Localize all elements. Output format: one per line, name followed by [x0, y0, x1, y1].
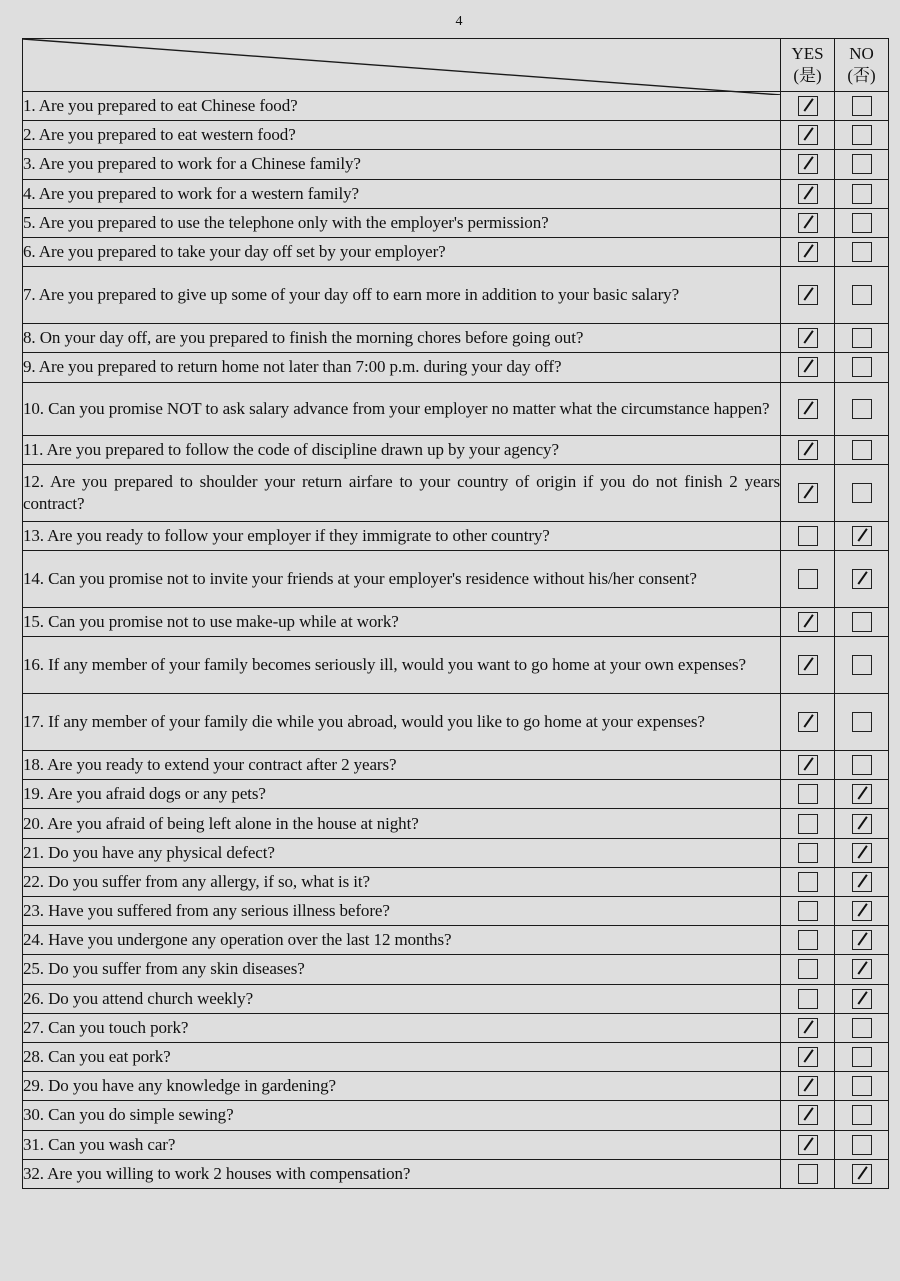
yes-checkbox[interactable] [798, 989, 818, 1009]
yes-checkbox[interactable] [798, 814, 818, 834]
question-number: 27. [23, 1017, 44, 1037]
no-answer-cell [835, 267, 889, 324]
question-cell [23, 521, 781, 550]
question-row [23, 751, 889, 780]
question-number: 14. [23, 568, 44, 588]
yes-checkbox[interactable] [798, 96, 818, 116]
question-cell [23, 324, 781, 353]
yes-checkbox[interactable] [798, 1164, 818, 1184]
no-answer-cell [835, 521, 889, 550]
yes-checkbox[interactable] [798, 1135, 818, 1155]
yes-answer-cell [781, 897, 835, 926]
question-row [23, 324, 889, 353]
question-row [23, 1042, 889, 1071]
yes-answer-cell [781, 1130, 835, 1159]
question-cell [23, 637, 781, 694]
question-row [23, 353, 889, 382]
yes-checkbox[interactable] [798, 872, 818, 892]
question-number: 1. [23, 96, 36, 116]
yes-checkbox[interactable] [798, 440, 818, 460]
yes-answer-cell [781, 353, 835, 382]
diagonal-line [23, 39, 781, 95]
yes-checkbox[interactable] [798, 1105, 818, 1125]
question-cell [23, 237, 781, 266]
no-checkbox[interactable] [852, 784, 872, 804]
yes-checkbox[interactable] [798, 569, 818, 589]
question-text: If any member of your family die while you abroad, would you like to go home at your expenses? [48, 712, 705, 732]
yes-checkbox[interactable] [798, 285, 818, 305]
question-text: Are you prepared to take your day off set by your employer? [38, 242, 446, 262]
no-answer-cell [835, 150, 889, 179]
no-answer-cell [835, 694, 889, 751]
no-checkbox[interactable] [852, 930, 872, 950]
question-row [23, 838, 889, 867]
no-checkbox[interactable] [852, 213, 872, 233]
no-answer-cell [835, 809, 889, 838]
no-answer-cell [835, 637, 889, 694]
question-number: 13. [23, 525, 44, 545]
question-text: Are you ready to extend your contract after 2 years? [47, 755, 397, 775]
question-row [23, 267, 889, 324]
yes-checkbox[interactable] [798, 154, 818, 174]
yes-answer-cell [781, 607, 835, 636]
no-answer-cell [835, 324, 889, 353]
question-number: 11. [23, 439, 44, 459]
no-answer-cell [835, 1159, 889, 1188]
yes-answer-cell [781, 838, 835, 867]
question-row [23, 1130, 889, 1159]
question-text: Are you prepared to shoulder your return airfare to your country of origin if you do not finish 2 years contract? [23, 471, 780, 513]
question-number: 4. [23, 183, 36, 203]
question-text: Can you touch pork? [48, 1017, 189, 1037]
no-label: NO [849, 44, 874, 63]
no-checkbox[interactable] [852, 1164, 872, 1184]
no-checkbox[interactable] [852, 1105, 872, 1125]
question-cell [23, 435, 781, 464]
question-number: 2. [23, 125, 36, 145]
yes-answer-cell [781, 150, 835, 179]
no-checkbox[interactable] [852, 526, 872, 546]
no-cjk-label: (否) [847, 66, 876, 85]
question-text: Are you prepared to use the telephone only with the employer's permission? [38, 212, 549, 232]
no-checkbox[interactable] [852, 242, 872, 262]
no-checkbox[interactable] [852, 843, 872, 863]
question-row [23, 382, 889, 435]
question-row [23, 1159, 889, 1188]
yes-answer-cell [781, 694, 835, 751]
question-cell [23, 897, 781, 926]
question-text: Are you ready to follow your employer if they immigrate to other country? [47, 525, 550, 545]
no-answer-cell [835, 1101, 889, 1130]
no-answer-cell [835, 867, 889, 896]
question-cell [23, 694, 781, 751]
question-cell [23, 121, 781, 150]
question-cell [23, 92, 781, 121]
no-answer-cell [835, 1013, 889, 1042]
question-cell [23, 353, 781, 382]
no-checkbox[interactable] [852, 440, 872, 460]
no-checkbox[interactable] [852, 125, 872, 145]
no-answer-cell [835, 464, 889, 521]
no-checkbox[interactable] [852, 328, 872, 348]
no-answer-cell [835, 550, 889, 607]
yes-checkbox[interactable] [798, 1018, 818, 1038]
header-row [23, 39, 889, 92]
question-text: Are you willing to work 2 houses with compensation? [47, 1163, 411, 1183]
yes-checkbox[interactable] [798, 655, 818, 675]
question-text: Can you promise not to use make-up while at work? [48, 611, 399, 631]
yes-answer-cell [781, 1101, 835, 1130]
question-cell [23, 1130, 781, 1159]
yes-checkbox[interactable] [798, 901, 818, 921]
no-answer-cell [835, 1072, 889, 1101]
question-number: 23. [23, 901, 44, 921]
question-text: Are you afraid dogs or any pets? [47, 784, 266, 804]
yes-answer-cell [781, 637, 835, 694]
no-checkbox[interactable] [852, 483, 872, 503]
question-text: Are you prepared to give up some of your day off to earn more in addition to your basic salary? [38, 285, 680, 305]
yes-checkbox[interactable] [798, 755, 818, 775]
question-cell [23, 1013, 781, 1042]
no-answer-cell [835, 1130, 889, 1159]
question-cell [23, 607, 781, 636]
question-number: 24. [23, 930, 44, 950]
question-row [23, 521, 889, 550]
page-number: 4 [455, 14, 463, 29]
question-number: 9. [23, 357, 36, 377]
question-text: If any member of your family becomes seriously ill, would you want to go home at your own expenses? [48, 655, 746, 675]
yes-answer-cell [781, 751, 835, 780]
no-checkbox[interactable] [852, 989, 872, 1009]
question-row [23, 809, 889, 838]
yes-answer-cell [781, 926, 835, 955]
no-checkbox[interactable] [852, 1076, 872, 1096]
question-number: 3. [23, 154, 36, 174]
yes-checkbox[interactable] [798, 399, 818, 419]
question-cell [23, 267, 781, 324]
yes-checkbox[interactable] [798, 712, 818, 732]
yes-cjk-label: (是) [793, 66, 822, 85]
no-answer-cell [835, 984, 889, 1013]
question-row [23, 435, 889, 464]
yes-checkbox[interactable] [798, 242, 818, 262]
question-text: Do you have any knowledge in gardening? [48, 1076, 336, 1096]
no-checkbox[interactable] [852, 901, 872, 921]
yes-checkbox[interactable] [798, 328, 818, 348]
yes-checkbox[interactable] [798, 784, 818, 804]
question-number: 18. [23, 755, 44, 775]
question-number: 7. [23, 285, 36, 305]
question-text: Are you prepared to work for a Chinese family? [38, 154, 361, 174]
question-text: Are you prepared to follow the code of discipline drawn up by your agency? [46, 439, 559, 459]
question-number: 5. [23, 212, 36, 232]
question-cell [23, 550, 781, 607]
no-answer-cell [835, 121, 889, 150]
yes-answer-cell [781, 179, 835, 208]
yes-answer-cell [781, 780, 835, 809]
question-row [23, 550, 889, 607]
question-cell [23, 208, 781, 237]
question-text: Have you suffered from any serious illness before? [48, 901, 390, 921]
question-row [23, 121, 889, 150]
question-number: 16. [23, 655, 44, 675]
question-text: On your day off, are you prepared to finish the morning chores before going out? [39, 328, 584, 348]
yes-checkbox[interactable] [798, 213, 818, 233]
no-checkbox[interactable] [852, 814, 872, 834]
no-answer-cell [835, 179, 889, 208]
yes-answer-cell [781, 121, 835, 150]
question-text: Can you wash car? [48, 1134, 176, 1154]
no-checkbox[interactable] [852, 612, 872, 632]
yes-checkbox[interactable] [798, 357, 818, 377]
yes-checkbox[interactable] [798, 930, 818, 950]
yes-answer-cell [781, 92, 835, 121]
question-cell [23, 1159, 781, 1188]
no-column-header [835, 39, 889, 92]
no-answer-cell [835, 208, 889, 237]
no-answer-cell [835, 780, 889, 809]
question-number: 12. [23, 471, 44, 491]
question-cell [23, 984, 781, 1013]
yes-checkbox[interactable] [798, 526, 818, 546]
question-row [23, 92, 889, 121]
question-text: Can you promise not to invite your friends at your employer's residence without his/her consent? [48, 568, 697, 588]
no-checkbox[interactable] [852, 959, 872, 979]
yes-checkbox[interactable] [798, 843, 818, 863]
question-cell [23, 464, 781, 521]
no-checkbox[interactable] [852, 569, 872, 589]
question-text: Can you eat pork? [48, 1047, 171, 1067]
diagonal-header-cell [23, 39, 781, 92]
question-number: 31. [23, 1134, 44, 1154]
no-answer-cell [835, 897, 889, 926]
question-cell [23, 955, 781, 984]
question-row [23, 637, 889, 694]
question-cell [23, 1042, 781, 1071]
question-cell [23, 867, 781, 896]
no-checkbox[interactable] [852, 399, 872, 419]
yes-answer-cell [781, 267, 835, 324]
no-checkbox[interactable] [852, 712, 872, 732]
yes-column-header [781, 39, 835, 92]
question-cell [23, 838, 781, 867]
yes-answer-cell [781, 1072, 835, 1101]
question-text: Do you suffer from any allergy, if so, what is it? [48, 871, 370, 891]
question-text: Do you suffer from any skin diseases? [48, 959, 305, 979]
yes-checkbox[interactable] [798, 1076, 818, 1096]
question-number: 32. [23, 1163, 44, 1183]
yes-answer-cell [781, 955, 835, 984]
question-cell [23, 1072, 781, 1101]
yes-answer-cell [781, 237, 835, 266]
no-answer-cell [835, 92, 889, 121]
yes-checkbox[interactable] [798, 184, 818, 204]
question-row [23, 179, 889, 208]
question-cell [23, 150, 781, 179]
no-answer-cell [835, 1042, 889, 1071]
question-list [23, 92, 889, 1189]
yes-answer-cell [781, 809, 835, 838]
question-row [23, 237, 889, 266]
question-row [23, 867, 889, 896]
question-text: Are you prepared to eat western food? [38, 125, 296, 145]
question-row [23, 780, 889, 809]
question-row [23, 208, 889, 237]
question-number: 30. [23, 1105, 44, 1125]
yes-answer-cell [781, 550, 835, 607]
question-number: 28. [23, 1047, 44, 1067]
question-number: 22. [23, 871, 44, 891]
yes-checkbox[interactable] [798, 125, 818, 145]
yes-answer-cell [781, 435, 835, 464]
question-row [23, 1013, 889, 1042]
question-cell [23, 926, 781, 955]
no-answer-cell [835, 926, 889, 955]
yes-checkbox[interactable] [798, 612, 818, 632]
question-number: 21. [23, 842, 44, 862]
questionnaire-table [22, 38, 889, 1189]
yes-label: YES [791, 44, 824, 63]
no-checkbox[interactable] [852, 285, 872, 305]
question-row [23, 955, 889, 984]
question-row [23, 694, 889, 751]
question-number: 8. [23, 328, 36, 348]
no-answer-cell [835, 435, 889, 464]
question-row [23, 984, 889, 1013]
yes-answer-cell [781, 324, 835, 353]
yes-answer-cell [781, 464, 835, 521]
yes-checkbox[interactable] [798, 483, 818, 503]
question-row [23, 607, 889, 636]
no-answer-cell [835, 237, 889, 266]
no-checkbox[interactable] [852, 1018, 872, 1038]
question-text: Are you afraid of being left alone in the house at night? [47, 813, 419, 833]
question-cell [23, 382, 781, 435]
question-number: 19. [23, 784, 44, 804]
no-checkbox[interactable] [852, 357, 872, 377]
question-text: Can you promise NOT to ask salary advance from your employer no matter what the circumstance happen? [48, 398, 770, 418]
question-number: 25. [23, 959, 44, 979]
yes-answer-cell [781, 521, 835, 550]
question-number: 10. [23, 398, 44, 418]
question-row [23, 1101, 889, 1130]
question-text: Do you have any physical defect? [48, 842, 275, 862]
yes-answer-cell [781, 382, 835, 435]
question-text: Are you prepared to eat Chinese food? [38, 96, 298, 116]
question-cell [23, 179, 781, 208]
question-number: 20. [23, 813, 44, 833]
question-row [23, 150, 889, 179]
yes-answer-cell [781, 208, 835, 237]
question-cell [23, 1101, 781, 1130]
no-checkbox[interactable] [852, 96, 872, 116]
yes-answer-cell [781, 867, 835, 896]
question-number: 26. [23, 988, 44, 1008]
no-answer-cell [835, 955, 889, 984]
no-checkbox[interactable] [852, 655, 872, 675]
question-text: Do you attend church weekly? [48, 988, 254, 1008]
question-number: 6. [23, 242, 36, 262]
question-text: Are you prepared to return home not later than 7:00 p.m. during your day off? [38, 357, 562, 377]
question-cell [23, 809, 781, 838]
no-checkbox[interactable] [852, 1047, 872, 1067]
question-number: 17. [23, 712, 44, 732]
no-answer-cell [835, 607, 889, 636]
question-row [23, 464, 889, 521]
yes-answer-cell [781, 1159, 835, 1188]
questionnaire-sheet [22, 38, 888, 1189]
no-answer-cell [835, 751, 889, 780]
question-number: 15. [23, 611, 44, 631]
question-row [23, 926, 889, 955]
no-checkbox[interactable] [852, 154, 872, 174]
no-answer-cell [835, 382, 889, 435]
no-checkbox[interactable] [852, 184, 872, 204]
yes-checkbox[interactable] [798, 959, 818, 979]
no-answer-cell [835, 838, 889, 867]
no-checkbox[interactable] [852, 872, 872, 892]
no-checkbox[interactable] [852, 1135, 872, 1155]
question-row [23, 897, 889, 926]
question-cell [23, 751, 781, 780]
question-text: Can you do simple sewing? [48, 1105, 234, 1125]
yes-checkbox[interactable] [798, 1047, 818, 1067]
question-text: Have you undergone any operation over the last 12 months? [48, 930, 452, 950]
question-row [23, 1072, 889, 1101]
question-text: Are you prepared to work for a western family? [38, 183, 359, 203]
no-answer-cell [835, 353, 889, 382]
no-checkbox[interactable] [852, 755, 872, 775]
question-cell [23, 780, 781, 809]
yes-answer-cell [781, 1042, 835, 1071]
question-number: 29. [23, 1076, 44, 1096]
yes-answer-cell [781, 1013, 835, 1042]
yes-answer-cell [781, 984, 835, 1013]
